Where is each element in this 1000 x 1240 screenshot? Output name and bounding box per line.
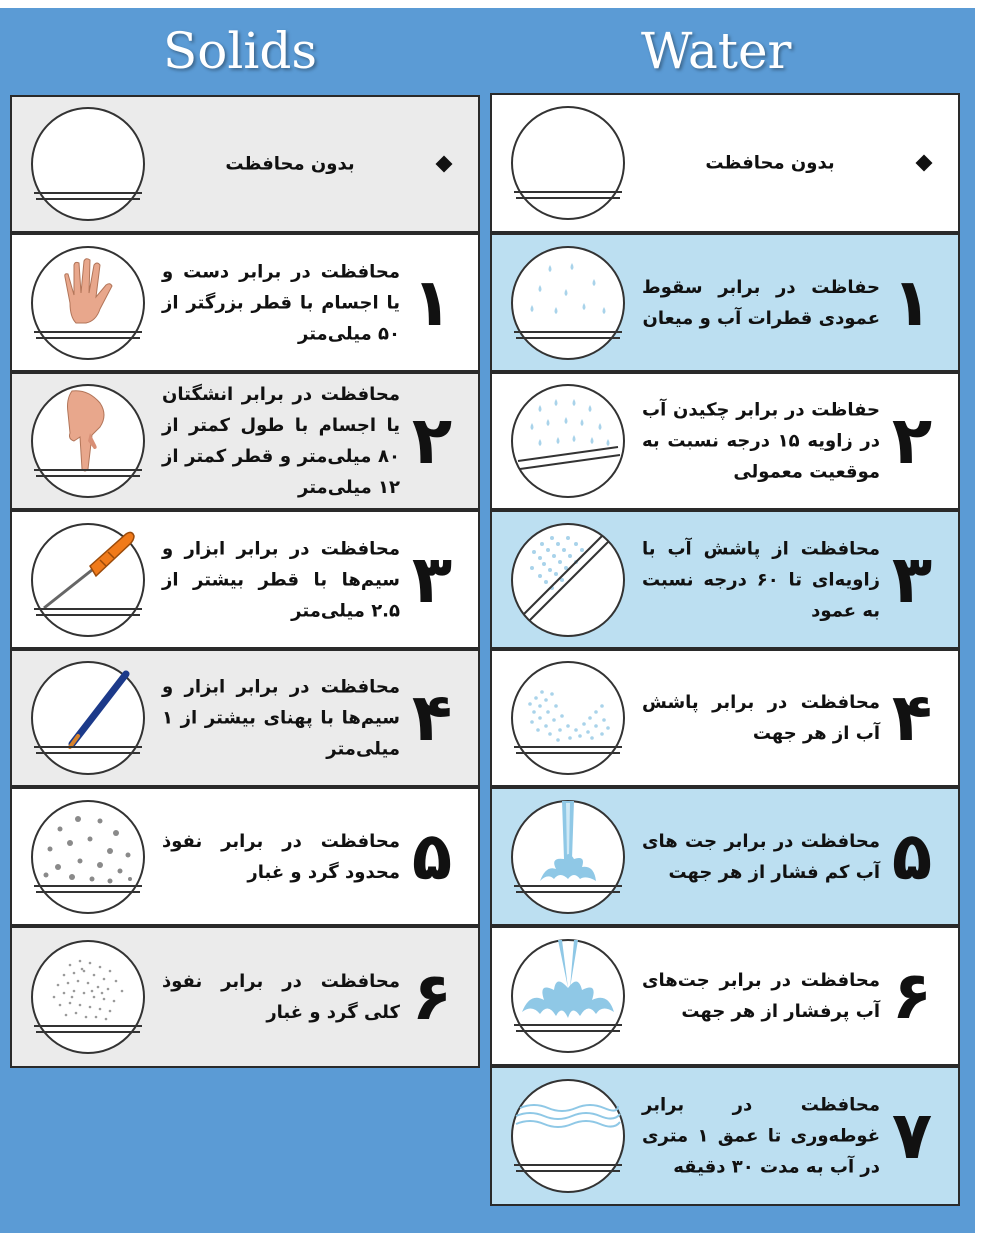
solids-number-6: ۶ bbox=[411, 958, 453, 1035]
finger-icon bbox=[30, 383, 146, 499]
water-row-1 bbox=[490, 233, 960, 372]
hand-icon bbox=[30, 245, 146, 361]
water-text-2: حفاظت در برابر چکیدن آب در زاویه ۱۵ درجه نسبت به موقعیت معمولی bbox=[642, 399, 880, 483]
water-row-3 bbox=[490, 510, 960, 649]
water-row-6 bbox=[490, 926, 960, 1066]
solids-text-6: محافظت در برابر نفوذ کلی گرد و غبار bbox=[162, 971, 400, 1023]
solids-row-4 bbox=[10, 649, 480, 787]
empty-circle-icon bbox=[510, 105, 626, 221]
solids-number-1: ۱ bbox=[411, 263, 453, 341]
water-number-7: ۷ bbox=[891, 1097, 933, 1174]
solids-text-1: محافظت در برابر دست و یا اجسام با قطر بزرگتر از ۵۰ میلی‌متر bbox=[162, 261, 400, 344]
water-row-0 bbox=[490, 93, 960, 233]
dust-limited-icon bbox=[30, 799, 146, 915]
water-row-4 bbox=[490, 649, 960, 787]
solids-row-5 bbox=[10, 787, 480, 926]
water-text-4: محافظت در برابر پاشش آب از هر جهت bbox=[642, 692, 880, 744]
water-text-6: محافظت در برابر جت‌های آب پرفشار از هر جهت bbox=[642, 970, 880, 1022]
water-text-0: بدون محافظت bbox=[705, 152, 835, 174]
solids-header: Solids bbox=[163, 22, 318, 80]
water-text-5: محافظت در برابر جت های آب کم فشار از هر جهت bbox=[642, 830, 880, 883]
solids-row-2 bbox=[10, 372, 480, 510]
solids-number-2: ۲ bbox=[411, 402, 453, 479]
solids-text-5: محافظت در برابر نفوذ محدود گرد و غبار bbox=[162, 830, 400, 883]
water-text-1: حفاظت در برابر سقوط عمودی قطرات آب و میعان bbox=[642, 276, 880, 329]
vertical-drops-icon bbox=[510, 245, 626, 361]
splash-icon bbox=[510, 660, 626, 776]
water-row-7 bbox=[490, 1066, 960, 1206]
tilted-drops-icon bbox=[510, 383, 626, 499]
spray-icon bbox=[510, 522, 626, 638]
solids-text-0: بدون محافظت bbox=[225, 153, 355, 175]
solids-number-4: ۴ bbox=[411, 679, 453, 756]
water-row-2 bbox=[490, 372, 960, 510]
solids-text-2: محافظت در برابر انشگتان یا اجسام با طول کمتر از ۸۰ میلی‌متر و قطر کمتر از ۱۲ میلی‌متر bbox=[162, 384, 400, 498]
solids-number-3: ۳ bbox=[411, 540, 453, 618]
powerful-jet-icon bbox=[510, 938, 626, 1054]
water-text-3: محافظت از پاشش آب با زاویه‌ای تا ۶۰ درجه نسبت به عمود bbox=[642, 538, 880, 621]
water-text-7: محافظت در برابر غوطه‌وری تا عمق ۱ متری در آب به مدت ۳۰ دقیقه bbox=[642, 1094, 881, 1178]
solids-text-4: محافظت در برابر ابزار و سیم‌ها با پهنای بیشتر از ۱ میلی‌متر bbox=[162, 676, 400, 760]
solids-number-5: ۵ bbox=[411, 817, 453, 895]
solids-text-3: محافظت در برابر ابزار و سیم‌ها با قطر بیشتر از ۲.۵ میلی‌متر bbox=[162, 538, 400, 621]
diamond-bullet bbox=[436, 156, 453, 173]
solids-row-6 bbox=[10, 926, 480, 1068]
water-number-3: ۳ bbox=[891, 540, 933, 618]
water-number-4: ۴ bbox=[891, 679, 933, 756]
dust-tight-icon bbox=[30, 939, 146, 1055]
water-header: Water bbox=[641, 22, 792, 80]
diamond-bullet bbox=[916, 155, 933, 172]
water-jet-icon bbox=[510, 799, 626, 915]
water-number-2: ۲ bbox=[891, 402, 933, 479]
solids-row-3 bbox=[10, 510, 480, 649]
water-row-5 bbox=[490, 787, 960, 926]
empty-circle-icon bbox=[30, 106, 146, 222]
wire-icon bbox=[30, 660, 146, 776]
solids-row-1 bbox=[10, 233, 480, 372]
solids-row-0 bbox=[10, 95, 480, 233]
immersion-icon bbox=[510, 1078, 626, 1194]
water-number-6: ۶ bbox=[891, 957, 933, 1034]
water-number-1: ۱ bbox=[891, 263, 933, 341]
screwdriver-icon bbox=[30, 522, 146, 638]
water-number-5: ۵ bbox=[891, 817, 933, 895]
